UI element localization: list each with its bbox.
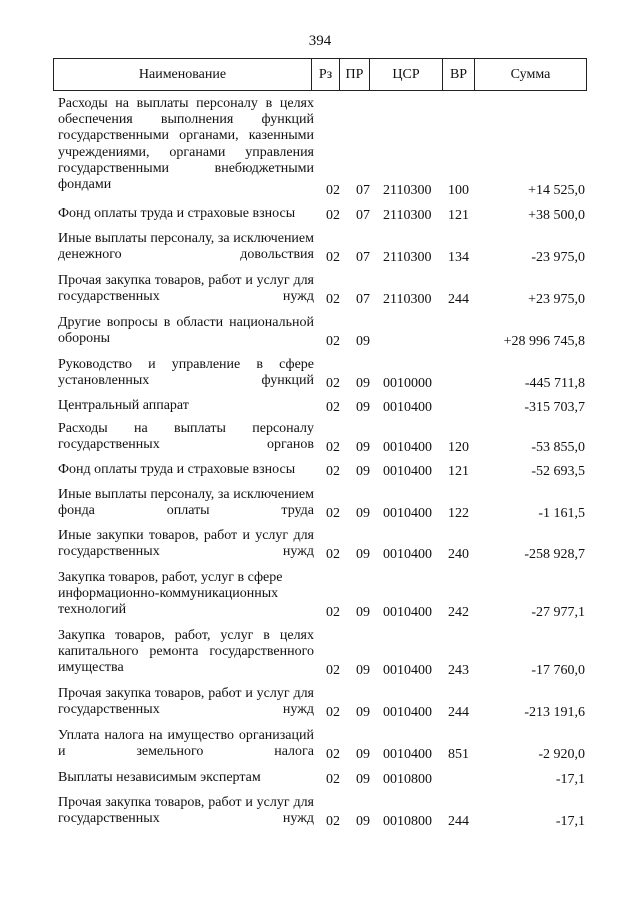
row-pr: 09 (356, 747, 370, 762)
row-name: Другие вопросы в области национальной обороны (58, 315, 314, 347)
row-name: Расходы на выплаты персоналу в целях обеспечения выполнения функций государственными органами, казенными учреждениями, органами управления государственными внебюджетными фондами (58, 96, 314, 193)
row-vr: 244 (448, 292, 469, 307)
row-csr: 0010400 (383, 663, 432, 678)
row-rz: 02 (326, 705, 340, 720)
row-rz: 02 (326, 506, 340, 521)
row-rz: 02 (326, 605, 340, 620)
row-sum: -258 928,7 (524, 547, 585, 562)
row-pr: 09 (356, 772, 370, 787)
row-csr: 0010400 (383, 747, 432, 762)
row-csr: 2110300 (383, 250, 432, 265)
row-csr: 2110300 (383, 183, 432, 198)
header-divider (586, 59, 587, 90)
row-rz: 02 (326, 292, 340, 307)
table-row (0, 315, 640, 350)
row-sum: +14 525,0 (528, 183, 585, 198)
table-row (0, 570, 640, 621)
table-header (53, 58, 587, 91)
row-name: Руководство и управление в сфере установленных функций (58, 357, 314, 389)
table-row (0, 462, 640, 480)
row-rz: 02 (326, 772, 340, 787)
row-pr: 09 (356, 605, 370, 620)
row-sum: +28 996 745,8 (503, 334, 585, 349)
row-csr: 0010800 (383, 814, 432, 829)
row-csr: 0010400 (383, 400, 432, 415)
row-vr: 100 (448, 183, 469, 198)
table-row (0, 273, 640, 308)
row-pr: 09 (356, 506, 370, 521)
row-csr: 2110300 (383, 292, 432, 307)
page-number: 394 (308, 33, 332, 49)
row-rz: 02 (326, 464, 340, 479)
row-csr: 0010400 (383, 705, 432, 720)
row-sum: -315 703,7 (524, 400, 585, 415)
row-vr: 121 (448, 464, 469, 479)
row-name: Закупка товаров, работ, услуг в сфере информационно-коммуникационных технологий (58, 570, 283, 618)
header-sum: Сумма (510, 67, 551, 82)
row-pr: 09 (356, 334, 370, 349)
table-row (0, 398, 640, 416)
row-sum: -17 760,0 (531, 663, 585, 678)
row-csr: 0010400 (383, 464, 432, 479)
row-pr: 09 (356, 814, 370, 829)
row-sum: -52 693,5 (531, 464, 585, 479)
row-pr: 09 (356, 440, 370, 455)
row-rz: 02 (326, 440, 340, 455)
row-name: Выплаты независимым экспертам (58, 770, 261, 785)
row-rz: 02 (326, 208, 340, 223)
row-sum: -23 975,0 (531, 250, 585, 265)
row-name: Иные выплаты персоналу, за исключением денежного довольствия (58, 231, 314, 263)
row-sum: -53 855,0 (531, 440, 585, 455)
row-name: Закупка товаров, работ, услуг в целях капитального ремонта государственного имущества (58, 628, 314, 676)
row-pr: 07 (356, 183, 370, 198)
header-vr: ВР (449, 67, 468, 82)
row-sum: -17,1 (555, 814, 585, 829)
table-row (0, 628, 640, 679)
row-name: Прочая закупка товаров, работ и услуг для государственных нужд (58, 273, 314, 305)
table-row (0, 770, 640, 788)
row-csr: 0010400 (383, 440, 432, 455)
row-pr: 09 (356, 663, 370, 678)
header-rz: Рз (318, 67, 333, 82)
row-rz: 02 (326, 747, 340, 762)
row-rz: 02 (326, 400, 340, 415)
row-rz: 02 (326, 547, 340, 562)
row-vr: 244 (448, 705, 469, 720)
row-pr: 09 (356, 400, 370, 415)
row-rz: 02 (326, 376, 340, 391)
row-sum: -213 191,6 (524, 705, 585, 720)
row-csr: 0010400 (383, 547, 432, 562)
row-sum: -1 161,5 (538, 506, 585, 521)
row-vr: 243 (448, 663, 469, 678)
row-rz: 02 (326, 814, 340, 829)
row-csr: 0010400 (383, 605, 432, 620)
table-row (0, 686, 640, 721)
row-sum: -445 711,8 (524, 376, 585, 391)
row-name: Прочая закупка товаров, работ и услуг для государственных нужд (58, 686, 314, 718)
header-pr: ПР (345, 67, 364, 82)
row-vr: 240 (448, 547, 469, 562)
table-row (0, 231, 640, 266)
row-name: Прочая закупка товаров, работ и услуг для государственных нужд (58, 795, 314, 827)
row-name: Фонд оплаты труда и страховые взносы (58, 206, 296, 221)
row-pr: 07 (356, 208, 370, 223)
table-row (0, 528, 640, 563)
row-vr: 121 (448, 208, 469, 223)
table-row (0, 96, 640, 199)
row-vr: 244 (448, 814, 469, 829)
row-rz: 02 (326, 250, 340, 265)
row-vr: 242 (448, 605, 469, 620)
row-csr: 0010800 (383, 772, 432, 787)
table-row (0, 795, 640, 830)
row-vr: 134 (448, 250, 469, 265)
table-row (0, 206, 640, 224)
row-sum: +23 975,0 (528, 292, 585, 307)
row-vr: 122 (448, 506, 469, 521)
row-name: Иные выплаты персоналу, за исключением фонда оплаты труда (58, 487, 314, 519)
table-row (0, 487, 640, 522)
row-sum: +38 500,0 (528, 208, 585, 223)
row-pr: 09 (356, 547, 370, 562)
row-rz: 02 (326, 334, 340, 349)
row-vr: 851 (448, 747, 469, 762)
row-name: Уплата налога на имущество организаций и земельного налога (58, 728, 314, 760)
row-pr: 07 (356, 292, 370, 307)
row-sum: -2 920,0 (538, 747, 585, 762)
row-rz: 02 (326, 183, 340, 198)
row-sum: -17,1 (555, 772, 585, 787)
row-pr: 09 (356, 464, 370, 479)
header-name: Наименование (138, 67, 227, 82)
row-vr: 120 (448, 440, 469, 455)
table-row (0, 357, 640, 392)
row-csr: 0010400 (383, 506, 432, 521)
row-name: Центральный аппарат (58, 398, 189, 413)
table-row (0, 421, 640, 456)
row-csr: 2110300 (383, 208, 432, 223)
row-name: Фонд оплаты труда и страховые взносы (58, 462, 296, 477)
row-pr: 09 (356, 705, 370, 720)
row-name: Иные закупки товаров, работ и услуг для государственных нужд (58, 528, 314, 560)
header-csr: ЦСР (392, 67, 420, 82)
table-row (0, 728, 640, 763)
row-sum: -27 977,1 (531, 605, 585, 620)
row-pr: 07 (356, 250, 370, 265)
row-rz: 02 (326, 663, 340, 678)
row-name: Расходы на выплаты персоналу государственных органов (58, 421, 314, 453)
row-pr: 09 (356, 376, 370, 391)
row-csr: 0010000 (383, 376, 432, 391)
